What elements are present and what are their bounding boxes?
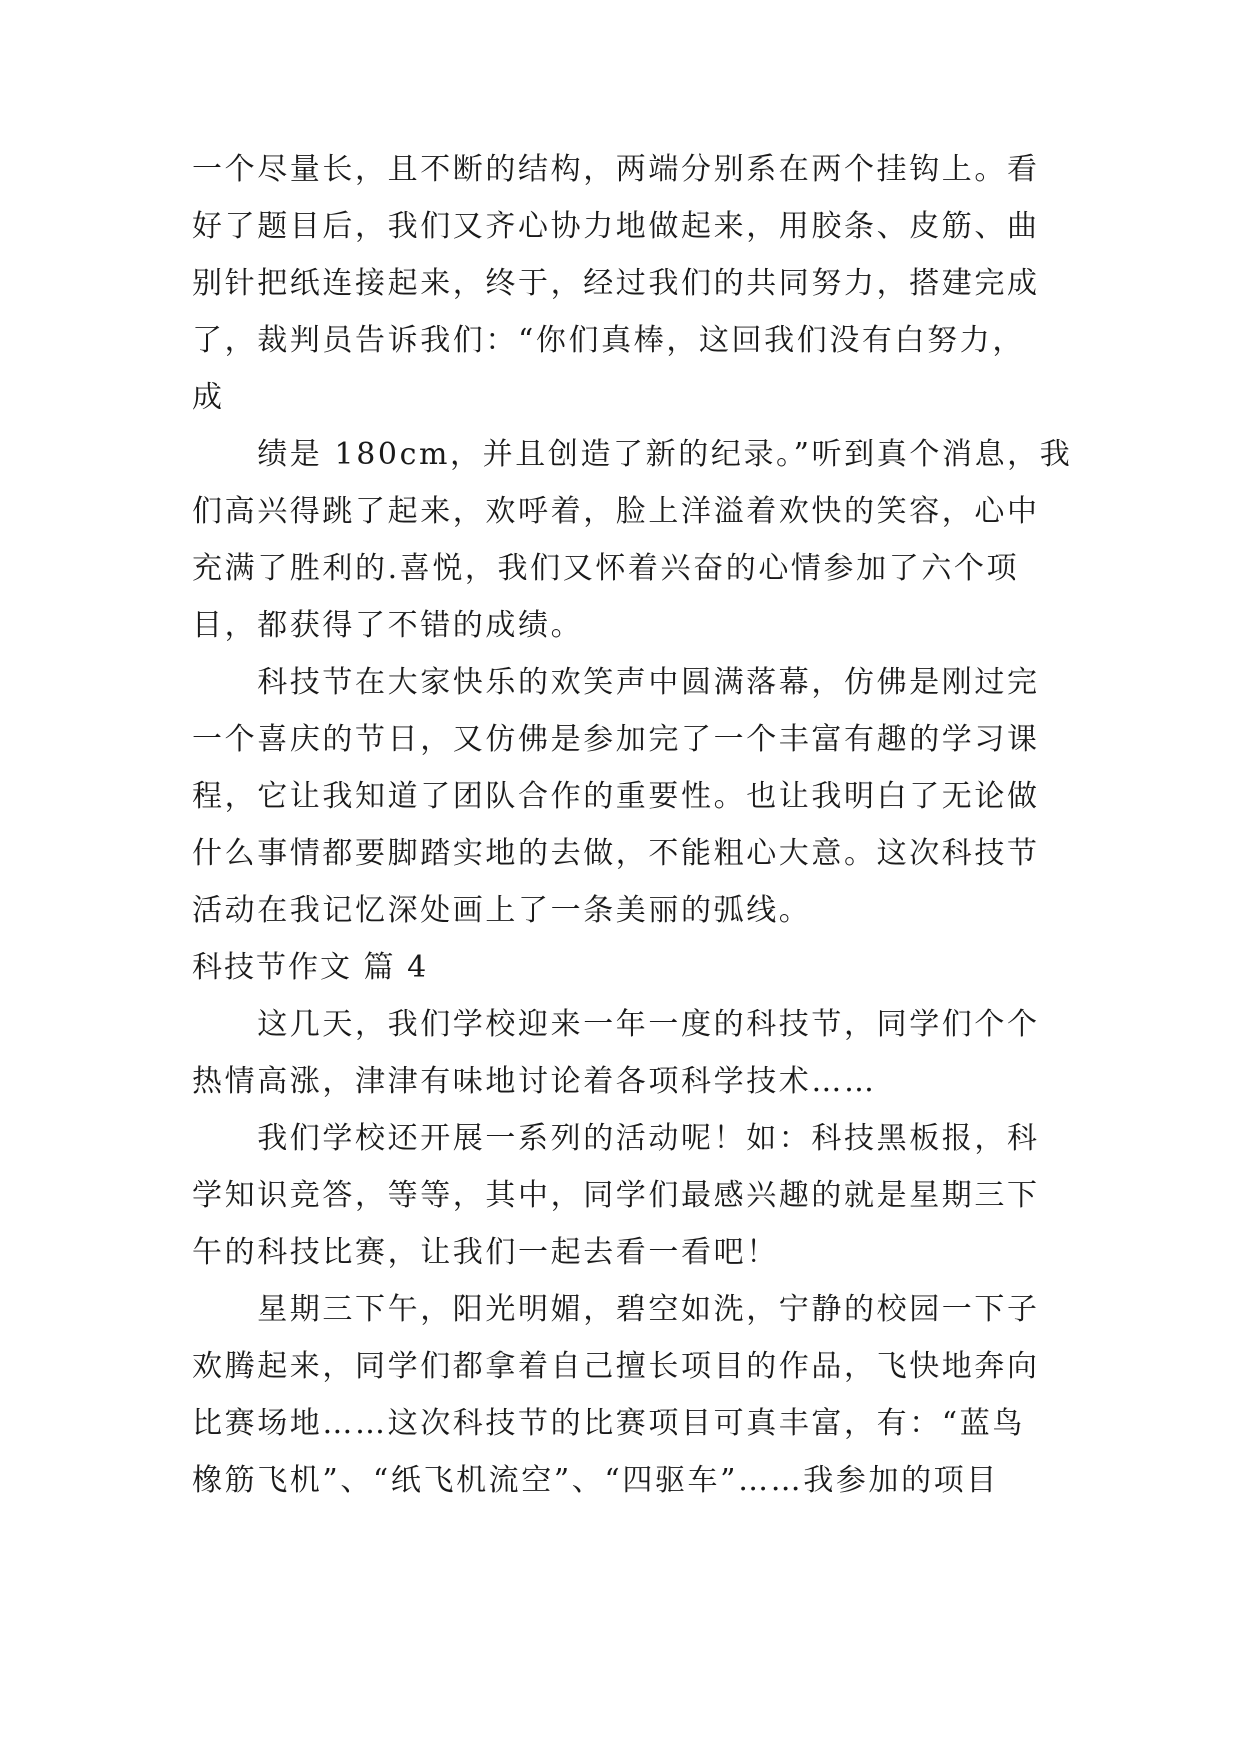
text-line: 绩是 180cm，并且创造了新的纪录。”听到真个消息，我 [192,437,1073,472]
text-line: 橡筋飞机”、“纸飞机流空”、“四驱车”……我参加的项目 [192,1463,999,1498]
text-line: 这几天，我们学校迎来一年一度的科技节，同学们个个 [192,1007,1040,1042]
text-line: 什么事情都要脚踏实地的去做，不能粗心大意。这次科技节 [192,836,1040,871]
text-line: 一个喜庆的节日，又仿佛是参加完了一个丰富有趣的学习课 [192,722,1040,757]
text-line: 欢腾起来，同学们都拿着自己擅长项目的作品，飞快地奔向 [192,1349,1040,1384]
text-line: 了，裁判员告诉我们：“你们真棒，这回我们没有白努力， [192,323,1025,358]
text-line: 我们学校还开展一系列的活动呢！如：科技黑板报，科 [192,1121,1040,1156]
text-line: 学知识竞答，等等，其中，同学们最感兴趣的就是星期三下 [192,1178,1040,1213]
text-line: 热情高涨，津津有味地讨论着各项科学技术…… [192,1064,877,1099]
text-line: 星期三下午，阳光明媚，碧空如洗，宁静的校园一下子 [192,1292,1040,1327]
text-line: 一个尽量长，且不断的结构，两端分别系在两个挂钩上。看 [192,152,1040,187]
text-line: 活动在我记忆深处画上了一条美丽的弧线。 [192,893,812,928]
text-line: 们高兴得跳了起来，欢呼着，脸上洋溢着欢快的笑容，心中 [192,494,1040,529]
section-heading: 科技节作文 篇 4 [192,950,429,985]
text-line: 目，都获得了不错的成绩。 [192,608,584,643]
text-line: 成 [192,380,225,415]
text-line: 好了题目后，我们又齐心协力地做起来，用胶条、皮筋、曲 [192,209,1040,244]
text-line: 午的科技比赛，让我们一起去看一看吧！ [192,1235,779,1270]
text-line: 充满了胜利的.喜悦，我们又怀着兴奋的心情参加了六个项 [192,551,1020,586]
text-line: 比赛场地……这次科技节的比赛项目可真丰富，有：“蓝鸟 [192,1406,1025,1441]
text-line: 科技节在大家快乐的欢笑声中圆满落幕，仿佛是刚过完 [192,665,1040,700]
text-line: 别针把纸连接起来，终于，经过我们的共同努力，搭建完成 [192,266,1040,301]
text-line: 程，它让我知道了团队合作的重要性。也让我明白了无论做 [192,779,1040,814]
